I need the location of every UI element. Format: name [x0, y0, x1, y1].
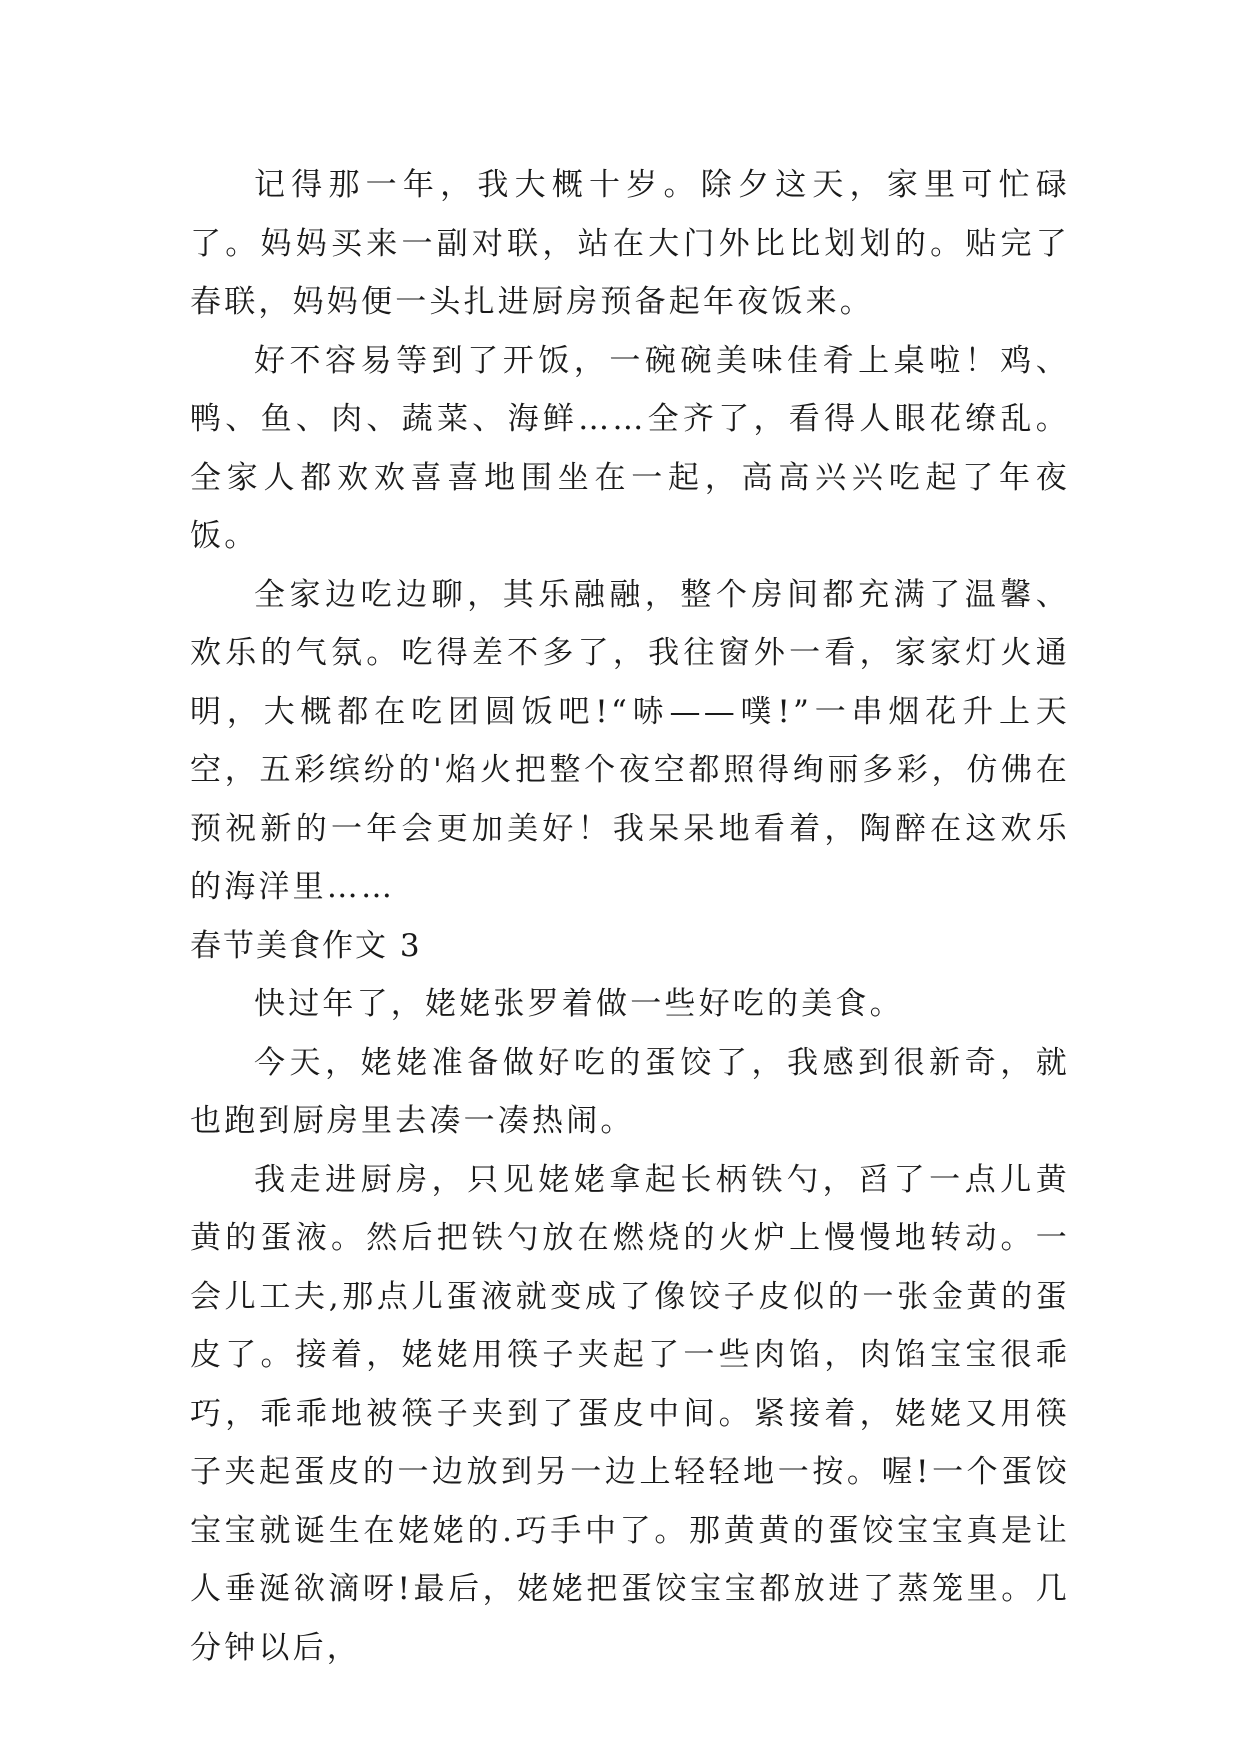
paragraph-grandma-preparing: 快过年了，姥姥张罗着做一些好吃的美食。: [254, 986, 904, 1022]
paragraph-egg-dumplings: 今天，姥姥准备做好吃的蛋饺了，我感到很新奇，就也跑到厨房里去凑一凑热闹。: [190, 1044, 1070, 1139]
document-body: [190, 156, 1070, 1677]
paragraph-making-process: 我走进厨房，只见姥姥拿起长柄铁勺，舀了一点儿黄黄的蛋液。然后把铁勺放在燃烧的火炉上慢慢地转动。一会儿工夫,那点儿蛋液就变成了像饺子皮似的一张金黄的蛋皮了。接着，姥姥用筷子夹起了一些肉馅，肉馅宝宝很乖巧，乖乖地被筷子夹到了蛋皮中间。紧接着，姥姥又用筷子夹起蛋皮的一边放到另一边上轻轻地一按。喔!一个蛋饺宝宝就诞生在姥姥的.巧手中了。那黄黄的蛋饺宝宝真是让人垂涎欲滴呀!最后，姥姥把蛋饺宝宝都放进了蒸笼里。几分钟以后，: [190, 1161, 1070, 1666]
section-title: 春节美食作文 3: [190, 927, 422, 964]
paragraph-new-year-eve-preparation: 记得那一年，我大概十岁。除夕这天，家里可忙碌了。妈妈买来一副对联，站在大门外比比划划的。贴完了春联，妈妈便一头扎进厨房预备起年夜饭来。: [190, 167, 1070, 320]
paragraph-fireworks: 全家边吃边聊，其乐融融，整个房间都充满了温馨、欢乐的气氛。吃得差不多了，我往窗外一看，家家灯火通明，大概都在吃团圆饭吧!“哧——噗!”一串烟花升上天空，五彩缤纷的'焰火把整个夜空都照得绚丽多彩，仿佛在预祝新的一年会更加美好！我呆呆地看着，陶醉在这欢乐的海洋里……: [190, 576, 1070, 905]
paragraph-dinner-served: 好不容易等到了开饭，一碗碗美味佳肴上桌啦！鸡、鸭、鱼、肉、蔬菜、海鲜……全齐了，看得人眼花缭乱。全家人都欢欢喜喜地围坐在一起，高高兴兴吃起了年夜饭。: [190, 342, 1070, 554]
